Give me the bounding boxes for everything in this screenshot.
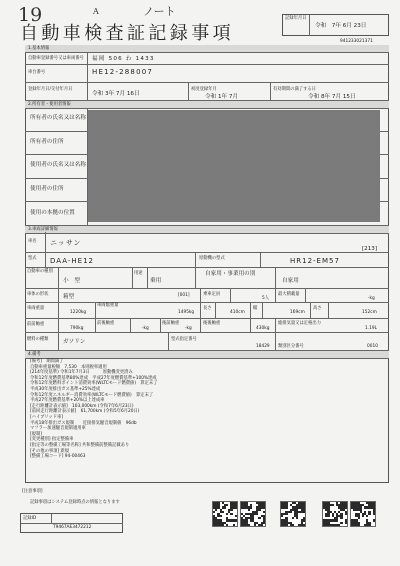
front-front-axle-label: 前前軸重 — [27, 322, 45, 327]
purpose-value: 自家用 — [282, 278, 299, 284]
remarks-line: 令和12年度燃料ポイント消費効率(WLTCモード燃費値) 算定末了 — [30, 381, 158, 387]
section-owner-title: 2.所有者・使用者情報 — [28, 101, 71, 107]
record-date-value: 令和 7年 6月 23日 — [315, 23, 367, 29]
registration-number-label: 自動車登録番号又は車両番号 — [28, 56, 84, 61]
record-date-label: 記録年月日 — [285, 16, 307, 21]
section-vehicle-header — [25, 225, 389, 234]
remarks-line: マフラー加速騒音規制適用車 — [30, 426, 86, 432]
record-id-label: 記録ID — [23, 515, 37, 521]
engine-value: HR12-EM57 — [290, 257, 340, 265]
remarks-line: 自動車重量税額 7,530 本則税率適用 — [30, 364, 107, 370]
maker-code: [213] — [362, 246, 378, 252]
maker-label: 車名 — [28, 239, 37, 244]
model-value: DAA-HE12 — [50, 257, 95, 265]
remarks-line: 平成30年度排出ガス基準+25%達成 — [30, 387, 101, 392]
use-label: 用途 — [134, 271, 143, 276]
remarks-line: [整備工場コード] 94-00463 — [30, 454, 86, 460]
front-rear-axle-value: -kg — [142, 326, 149, 331]
remarks-line: [変更種別] 指定整備車 — [30, 437, 74, 443]
class-number-label: 類別区分番号 — [278, 344, 304, 349]
user-address-label: 使用者の住所 — [30, 186, 64, 192]
handwritten-number: 19 — [18, 4, 43, 26]
length-label: 長さ — [203, 306, 212, 311]
gross-weight-value: 1495kg — [178, 310, 195, 315]
max-load-label: 最大積載量 — [278, 292, 300, 297]
designation-value: 18429 — [256, 344, 270, 349]
section-basic-title: 1.基本情報 — [28, 45, 50, 51]
body-shape-value: 箱型 — [63, 294, 75, 300]
displacement-label: 総排気量又は定格出力 — [278, 321, 321, 326]
record-date-box — [282, 14, 389, 36]
class-number-value: 0010 — [367, 344, 378, 349]
qr-code-icon — [212, 501, 238, 527]
notice-text: 記録事項はシステム登録時点の情報となります — [30, 500, 120, 505]
remarks-line: [ハイブリッド車] — [30, 415, 63, 420]
first-registration-value: 令和 3年 7月 16日 — [92, 91, 140, 97]
rear-rear-axle-value: 430kg — [256, 326, 270, 331]
vehicle-weight-label: 車両重量 — [27, 306, 45, 311]
section-remarks-title: 4.備考 — [28, 351, 41, 357]
remarks-line: [前回走行距離計表示値] 61,700km (令和5年6月20日) — [30, 409, 140, 415]
vehicle-weight-value: 1220kg — [70, 310, 87, 315]
height-label: 高さ — [313, 306, 322, 311]
document-number: 941233021371 — [340, 39, 373, 44]
remarks-line: [指定等の整備工場等名称] 共和整備前整備記載あり — [30, 443, 130, 448]
base-location-label: 使用の本拠の位置 — [30, 210, 75, 216]
notice-label: [注意事項] — [22, 489, 43, 494]
document-title: 自動車検査証記録事項 — [20, 23, 234, 44]
registration-number-value: 福岡 506 わ 1433 — [92, 56, 155, 62]
qr-code-icon — [322, 501, 348, 527]
gross-weight-label: 車両総重量 — [97, 303, 119, 308]
rear-front-axle-label: 後前軸重 — [162, 321, 180, 326]
body-shape-code: [001] — [178, 293, 190, 298]
user-name-label: 使用者の氏名又は名称 — [30, 162, 86, 168]
rear-rear-axle-label: 後後軸重 — [203, 321, 221, 326]
remarks-line: 令和12年度燃費基準80%達成 平成27年度燃費基準+100%達成 — [30, 375, 157, 381]
displacement-value: 1.19L — [365, 326, 377, 331]
redaction-block — [88, 110, 380, 222]
length-value: 410cm — [230, 310, 245, 315]
engine-label: 原動機の型式 — [199, 256, 225, 261]
remarks-line: 平成27年度燃費基準+20%以上達成車 — [30, 398, 105, 404]
vehicle-type-label: 自動車の種別 — [27, 269, 53, 274]
remarks-line: [備考] 期間満了 — [30, 359, 64, 364]
first-registration-label: 登録年月日/交付年月日 — [28, 87, 73, 92]
remarks-line: [その他の事項] 新規 — [30, 448, 70, 454]
record-id-box — [20, 513, 123, 533]
qr-code-icon — [350, 501, 376, 527]
qr-code-icon — [240, 501, 266, 527]
first-registration-date-label: 初度登録年月 — [191, 87, 217, 92]
width-value: 169cm — [290, 310, 305, 315]
section-remarks-header — [25, 350, 389, 359]
expiry-label: 有効期間の満了する日 — [273, 87, 316, 92]
body-shape-label: 車体の形状 — [27, 292, 49, 297]
owner-address-label: 所有者の住所 — [30, 139, 64, 145]
front-rear-axle-label: 前後軸重 — [97, 321, 115, 326]
use-value: 乗用 — [150, 278, 162, 284]
owner-name-label: 所有者の氏名又は名称 — [30, 115, 86, 121]
width-label: 幅 — [253, 306, 258, 311]
capacity-value: 5人 — [262, 296, 270, 301]
section-basic-header — [25, 45, 389, 53]
fuel-value: ガソリン — [63, 339, 86, 345]
handwritten-letter: A — [93, 7, 99, 16]
qr-code-icon — [280, 501, 306, 527]
remarks-line: 平成18年排出ガス規制 近接排気騒音規制値 96db — [30, 420, 137, 426]
chassis-number-value: HE12-288007 — [92, 68, 154, 76]
max-load-value: -kg — [368, 296, 375, 301]
handwritten-note: ノート — [143, 5, 176, 18]
expiry-value: 令和 8年 7月 15日 — [308, 94, 356, 100]
section-vehicle-title: 3.車両詳細情報 — [28, 226, 58, 232]
front-front-axle-value: 790kg — [70, 326, 84, 331]
remarks-line: 令和12年度エネルギー消費効率(WLTCモード燃費値) 算定末了 — [30, 392, 154, 398]
purpose-label: 自家用・事業用の別 — [205, 271, 256, 277]
first-registration-date-value: 令和 1年 7月 — [205, 94, 239, 100]
maker-value: ニッサン — [50, 239, 82, 247]
model-label: 型式 — [28, 256, 37, 261]
remarks-line: [規制] — [30, 431, 42, 437]
designation-label: 型式指定番号 — [171, 337, 197, 342]
section-owner-header — [25, 100, 389, 109]
capacity-label: 乗車定員 — [203, 292, 221, 297]
fuel-label: 燃料の種類 — [27, 337, 49, 342]
remarks-line: (214年度基準) 令和1年7月3日 原動機変更済み — [30, 370, 133, 376]
rear-front-axle-value: -kg — [185, 326, 192, 331]
vehicle-type-value: 小 型 — [63, 278, 82, 284]
record-id-value: T9467AE3472212 — [53, 525, 92, 530]
remarks-line: [走行距離計表示値] 103,000km (令和7年6月23日) — [30, 403, 134, 409]
chassis-number-label: 車台番号 — [28, 70, 46, 75]
height-value: 152cm — [362, 310, 377, 315]
